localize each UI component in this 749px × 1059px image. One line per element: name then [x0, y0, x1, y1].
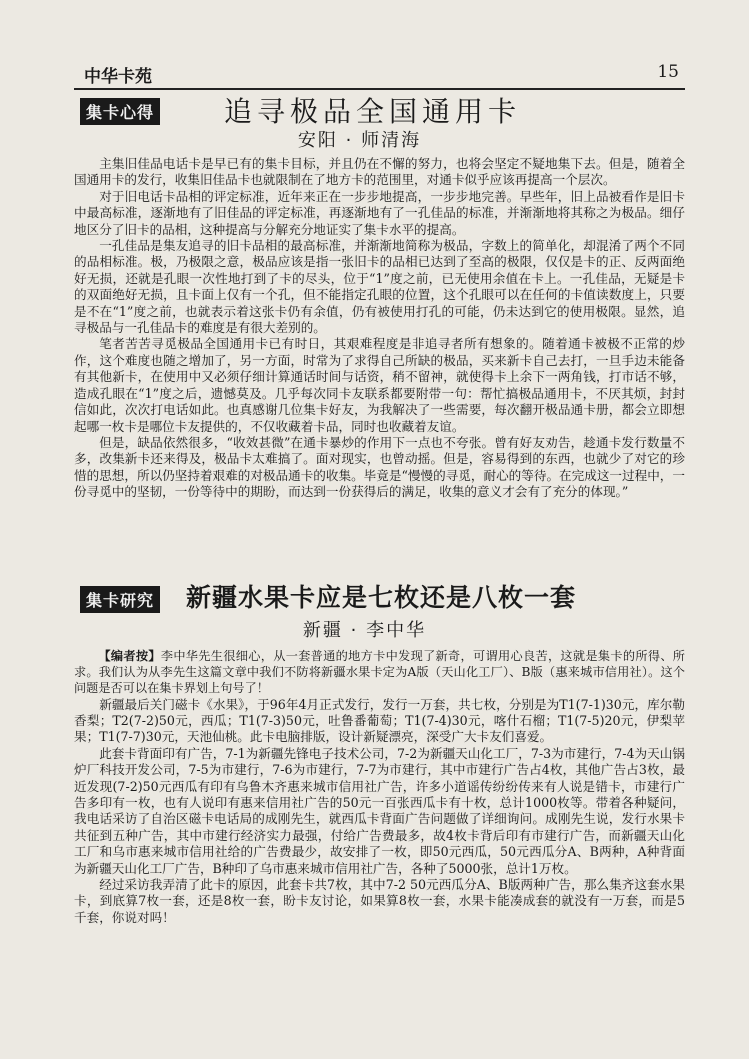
article2-byline-wrap — [74, 616, 685, 642]
article2-paragraph: 新疆最后关门磁卡《水果》，于96年4月正式发行，发行一万套，共七枚，分别是为T1(7-1)30元，库尔勒香梨；T2(7-2)50元，西瓜；T1(7-3)50元，吐鲁番葡萄；T1(7-4)30元，喀什石榴；T1(7-5)20元，伊梨苹果；T1(7-7)30元，天池仙桃。此卡电脑排版，设计新疑漂亮，深受广大卡友们喜爱。 — [74, 696, 685, 745]
article1-paragraph: 一孔佳品是集友追寻的旧卡品相的最高标准，并渐渐地简称为极品，字数上的简单化，却混淆了两个不同的品相标准。极，乃极限之意，极品应该是指一张旧卡的品相已达到了至高的极限，仅仅是卡的正、反两面绝好无损，还就是孔眼一次性地打到了卡的尽头，位于“1”度之前，已无使用余值在卡上。一孔佳品，无疑是卡的双面绝好无损，且卡面上仅有一个孔，但不能指定孔眼的位置，这个孔眼可以在任何的卡值读数度上，只要是不在“1”度之前，也就表示着这张卡仍有余值，仍有被使用打孔的可能，仍未达到它的使用极限。显然，追寻极品与一孔佳品卡的难度是有很大差别的。 — [74, 238, 685, 336]
article2-paragraph: 此套卡背面印有广告，7-1为新疆先锋电子技术公司，7-2为新疆天山化工厂，7-3为市建行，7-4为天山锅炉厂科技开发公司，7-5为市建行，7-6为市建行，7-7为市建行，其中市建行广告占4枚，其他广告占3枚，最近发现(7-2)50元西瓜有印有乌鲁木齐惠来城市信用社广告，许多小道谣传纷纷传来有人说是错卡，市建行广告多印有一枚，也有人说印有惠来信用社广告的50元一百张西瓜卡有十枚，总计1000枚等。带着各种疑问，我电话采访了自治区磁卡电话局的成刚先生，就西瓜卡背面广告问题做了详细询问。成刚先生说，发行水果卡共征到五种广告，其中市建行经济实力最强，付给广告费最多，故4枚卡背后印有市建行广告，而新疆天山化工厂和乌市惠来城市信用社给的广告费最少，故安排了一枚，即50元西瓜，50元西瓜分A、B两种，A种背面为新疆天山化工厂广告，B种印了乌市惠来城市信用社广告，各种了5000张，总计1万枚。 — [74, 745, 685, 876]
article1-heading — [74, 92, 685, 128]
article2-paragraph: 经过采访我弄清了此卡的原因，此套卡共7枚，其中7-2 50元西瓜分A、B版两种广告，那么集齐这套水果卡，到底算7枚一套，还是8枚一套，盼卡友讨论，如果算8枚一套，水果卡能凑成套的就没有一万套，而是5千套，你说对吗！ — [74, 877, 685, 925]
page-header — [74, 60, 685, 88]
article2-byline: 新疆 · 李中华 — [302, 620, 427, 641]
article1-tag: 集卡心得 — [80, 98, 160, 125]
editor-note-text: 李中华先生很细心，从一套普通的地方卡中发现了新奇，可谓用心良苦，这就是集卡的所得、所求。我们认为从李先生这篇文章中我们不防将新疆水果卡定为A版（天山化工厂）、B版（惠来城市信用社）。这个问题是否可以在集卡界划上句号了！ — [74, 649, 685, 696]
article1-paragraph: 对于旧电话卡品相的评定标准，近年来正在一步步地提高，一步步地完善。早些年，旧上品被看作是旧卡中最高标准，逐渐地有了旧佳品的评定标准，再逐渐地有了一孔佳品的标准，并渐渐地将其称之为极品。细仔地区分了旧卡的品相，这种提高与分解充分地证实了集卡水平的提高。 — [74, 188, 685, 237]
page-number: 15 — [657, 62, 679, 82]
article1-body — [74, 156, 685, 501]
article1-byline: 安阳 · 师清海 — [297, 130, 422, 151]
article2-body — [74, 648, 685, 926]
editor-note-label: 【编者按】 — [98, 649, 161, 663]
editor-note — [74, 648, 685, 697]
article1-byline-wrap — [74, 126, 685, 152]
article2-title: 新疆水果卡应是七枚还是八枚一套 — [186, 583, 577, 612]
article2-heading — [74, 580, 685, 612]
article1-paragraph: 但是，缺品依然很多，“收效甚微”在通卡暴炒的作用下一点也不夸张。曾有好友劝告，趁通卡发行数量不多，改集新卡还来得及，极品卡太难搞了。面对现实，也曾动摇。但是，容易得到的东西，也就少了对它的珍惜的思想，所以仍坚持着艰难的对极品通卡的收集。毕竟是“慢慢的寻觅，耐心的等待。在完成这一过程中，一份寻觅中的坚韧，一份等待中的期盼，而达到一份获得后的满足，收集的意义才会有了充分的体现。” — [74, 434, 685, 500]
article1-title: 追寻极品全国通用卡 — [224, 95, 522, 128]
article1-paragraph: 主集旧佳品电话卡是早已有的集卡目标，并且仍在不懈的努力，也将会坚定不疑地集下去。但是，随着全国通用卡的发行，收集旧佳品卡也就限制在了地方卡的范围里，对通卡似乎应该再提高一个层次。 — [74, 156, 685, 188]
article2-tag: 集卡研究 — [80, 586, 160, 613]
article1-paragraph: 笔者苦苦寻觅极品全国通用卡已有时日，其艰难程度是非追寻者所有想象的。随着通卡被极不正常的炒作，这个难度也随之增加了，另一方面，时常为了求得自己所缺的极品，买来新卡自己去打，一旦手边未能备有其他新卡，在使用中又必须仔细计算通话时间与话资，稍不留神，就使得卡上余下一两角钱，打市话不够，造成孔眼在“1”度之后，遗憾莫及。几乎每次同卡友联系都要附带一句：帮忙搞极品通用卡，不厌其烦，封封信如此，次次打电话如此。也真感谢几位集卡好友，为我解决了一些需要，每次翻开极品通卡册，都会立即想起哪一枚卡是哪位卡友提供的，不仅收藏着卡品，同时也收藏着友谊。 — [74, 336, 685, 434]
magazine-name: 中华卡苑 — [84, 67, 152, 87]
